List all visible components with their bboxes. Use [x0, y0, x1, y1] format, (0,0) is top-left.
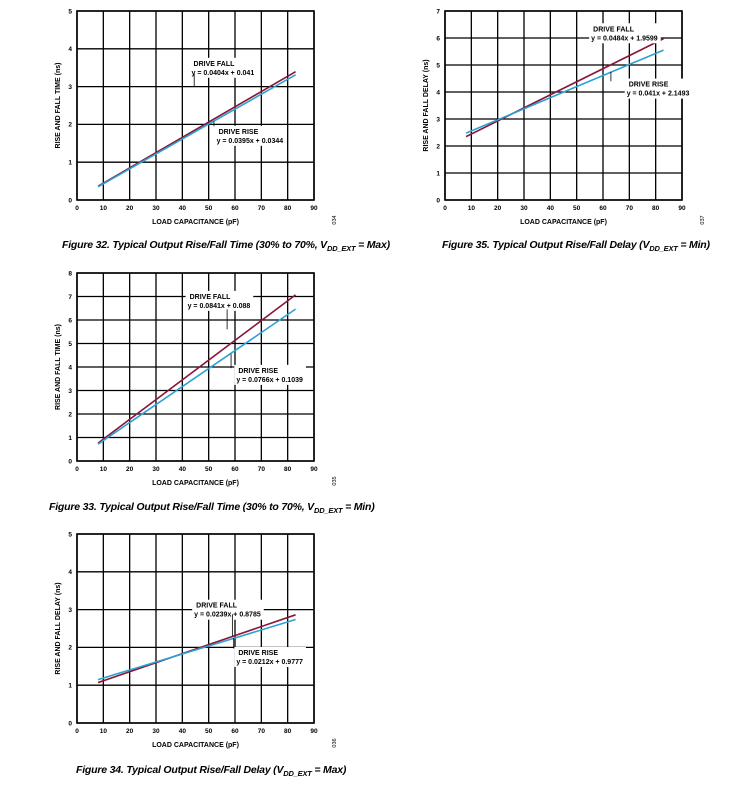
fig34-ytick-label: 3	[68, 606, 72, 614]
fig34-xtick-label: 10	[99, 728, 107, 735]
fig34-ytick-label: 2	[68, 644, 72, 652]
fig34-xtick-label: 60	[231, 728, 239, 735]
fig34-drive-rise-name: DRIVE RISE	[238, 649, 279, 657]
fig34-caption: Figure 34. Typical Output Rise/Fall Delay $(V_{DD\_EXT} = Max)$	[76, 764, 347, 779]
fig33-ylabel: RISE AND FALL TIME (ns)	[55, 324, 62, 410]
fig35-ytick-label: 0	[436, 197, 440, 205]
fig35-xtick-label: 60	[599, 205, 607, 212]
fig33-ytick-label: 3	[68, 387, 72, 395]
fig34-xtick-label: 20	[126, 728, 134, 735]
fig35-xtick-label: 50	[573, 205, 581, 212]
fig32-xtick-label: 70	[257, 205, 265, 212]
fig33-drive-rise-equation: y = 0.0766x + 0.1039	[236, 376, 303, 384]
fig35-xtick-label: 40	[546, 205, 554, 212]
fig33-xtick-label: 70	[257, 466, 265, 473]
fig33-xtick-label: 20	[126, 466, 134, 473]
fig35-xtick-label: 10	[467, 205, 475, 212]
fig34-xtick-label: 70	[257, 728, 265, 735]
fig33-ytick-label: 8	[68, 270, 72, 278]
fig34-xtick-label: 50	[205, 728, 213, 735]
fig33-xtick-label: 0	[75, 466, 79, 473]
fig35-caption: Figure 35. Typical Output Rise/Fall Delay $(V_{DD\_EXT} = Min)$	[442, 239, 710, 254]
fig34-ytick-label: 5	[68, 531, 72, 539]
fig33-xtick-label: 90	[310, 466, 318, 473]
fig35-ylabel: RISE AND FALL DELAY (ns)	[423, 59, 430, 152]
fig34-xtick-label: 0	[75, 728, 79, 735]
fig34-code: 036	[332, 738, 338, 748]
fig33-drive-fall-equation: y = 0.0841x + 0.088	[187, 302, 251, 310]
fig32-ytick-label: 1	[68, 159, 72, 167]
fig32-xtick-label: 90	[310, 205, 318, 212]
fig35-xtick-label: 30	[520, 205, 528, 212]
fig33-ytick-label: 1	[68, 434, 72, 442]
fig33-code: 035	[332, 476, 338, 486]
fig35-ytick-label: 4	[436, 89, 440, 97]
fig34-ytick-label: 0	[68, 720, 72, 728]
fig33-ytick-label: 7	[68, 293, 72, 301]
fig35-ytick-label: 7	[436, 8, 440, 16]
fig33-xtick-label: 80	[284, 466, 292, 473]
fig32-ylabel: RISE AND FALL TIME (ns)	[55, 62, 62, 149]
fig34-xtick-label: 80	[284, 728, 292, 735]
fig33-ytick-label: 5	[68, 340, 72, 348]
fig32-xtick-label: 40	[178, 205, 186, 212]
fig35-drive-fall-equation: y = 0.0484x + 1.9599	[591, 35, 658, 43]
fig34-drive-fall-equation: y = 0.0239x + 0.8785	[194, 611, 261, 619]
fig34-drive-fall-name: DRIVE FALL	[196, 602, 238, 610]
fig34-xtick-label: 30	[152, 728, 160, 735]
fig35-drive-rise-name: DRIVE RISE	[628, 81, 669, 89]
fig35-xlabel: LOAD CAPACITANCE (pF)	[520, 219, 607, 226]
fig32-ytick-label: 3	[68, 83, 72, 91]
fig34-drive-rise-equation: y = 0.0212x + 0.9777	[236, 658, 303, 666]
fig32-group	[55, 8, 338, 226]
fig33-xtick-label: 30	[152, 466, 160, 473]
fig32-xtick-label: 80	[284, 205, 292, 212]
fig35-ytick-label: 6	[436, 35, 440, 43]
fig32-xtick-label: 50	[205, 205, 213, 212]
fig33-xlabel: LOAD CAPACITANCE (pF)	[152, 480, 239, 487]
fig35-xtick-label: 20	[494, 205, 502, 212]
fig32-xtick-label: 60	[231, 205, 239, 212]
fig32-ytick-label: 0	[68, 197, 72, 205]
fig34-xtick-label: 40	[178, 728, 186, 735]
fig35-xtick-label: 90	[678, 205, 686, 212]
fig33-xtick-label: 50	[205, 466, 213, 473]
fig33-caption: Figure 33. Typical Output Rise/Fall Time (30% to 70%, $V_{DD\_EXT} = Min$)	[49, 501, 375, 516]
fig35-drive-fall-name: DRIVE FALL	[593, 26, 634, 34]
fig34-xlabel: LOAD CAPACITANCE (pF)	[152, 742, 239, 749]
fig33-xtick-label: 40	[178, 466, 186, 473]
fig34-xtick-label: 90	[310, 728, 318, 735]
fig32-xtick-label: 20	[126, 205, 134, 212]
fig32-drive-fall-equation: y = 0.0404x + 0.041	[191, 69, 255, 77]
fig32-ytick-label: 5	[68, 8, 72, 16]
fig32-xtick-label: 0	[75, 205, 79, 212]
fig35-xtick-label: 70	[625, 205, 633, 212]
fig35-ytick-label: 1	[436, 170, 440, 178]
fig33-drive-rise-name: DRIVE RISE	[238, 367, 279, 375]
fig32-caption: Figure 32. Typical Output Rise/Fall Time (30% to 70%, $V_{DD\_EXT} = Max$)	[62, 239, 390, 254]
fig32-drive-rise-equation: y = 0.0395x + 0.0344	[216, 137, 284, 145]
fig35-xtick-label: 80	[652, 205, 660, 212]
fig35-ytick-label: 2	[436, 143, 440, 151]
fig35-ytick-label: 3	[436, 116, 440, 124]
fig34-group	[55, 531, 338, 749]
fig33-xtick-label: 60	[231, 466, 239, 473]
fig35-code: 037	[700, 215, 706, 225]
fig32-xtick-label: 30	[152, 205, 160, 212]
fig32-frame	[77, 11, 314, 200]
fig33-ytick-label: 0	[68, 458, 72, 466]
fig33-drive-fall-name: DRIVE FALL	[189, 293, 231, 301]
fig33-xtick-label: 10	[99, 466, 107, 473]
fig35-ytick-label: 5	[436, 62, 440, 70]
fig32-xtick-label: 10	[99, 205, 107, 212]
fig32-xlabel: LOAD CAPACITANCE (pF)	[152, 219, 239, 226]
fig35-group	[423, 8, 706, 226]
fig35-drive-rise-equation: y = 0.041x + 2.1493	[626, 90, 690, 98]
fig33-group	[55, 270, 338, 487]
fig32-drive-fall-name: DRIVE FALL	[193, 60, 235, 68]
fig34-ytick-label: 4	[68, 569, 72, 577]
fig34-ylabel: RISE AND FALL DELAY (ns)	[55, 582, 62, 675]
fig32-ytick-label: 4	[68, 46, 72, 54]
fig34-ytick-label: 1	[68, 682, 72, 690]
fig33-ytick-label: 6	[68, 317, 72, 325]
fig33-ytick-label: 2	[68, 411, 72, 419]
fig33-ytick-label: 4	[68, 364, 72, 372]
fig32-drive-rise-name: DRIVE RISE	[218, 128, 259, 136]
fig34-frame	[77, 534, 314, 723]
fig32-ytick-label: 2	[68, 121, 72, 129]
fig35-xtick-label: 0	[443, 205, 447, 212]
fig32-code: 034	[332, 215, 338, 225]
